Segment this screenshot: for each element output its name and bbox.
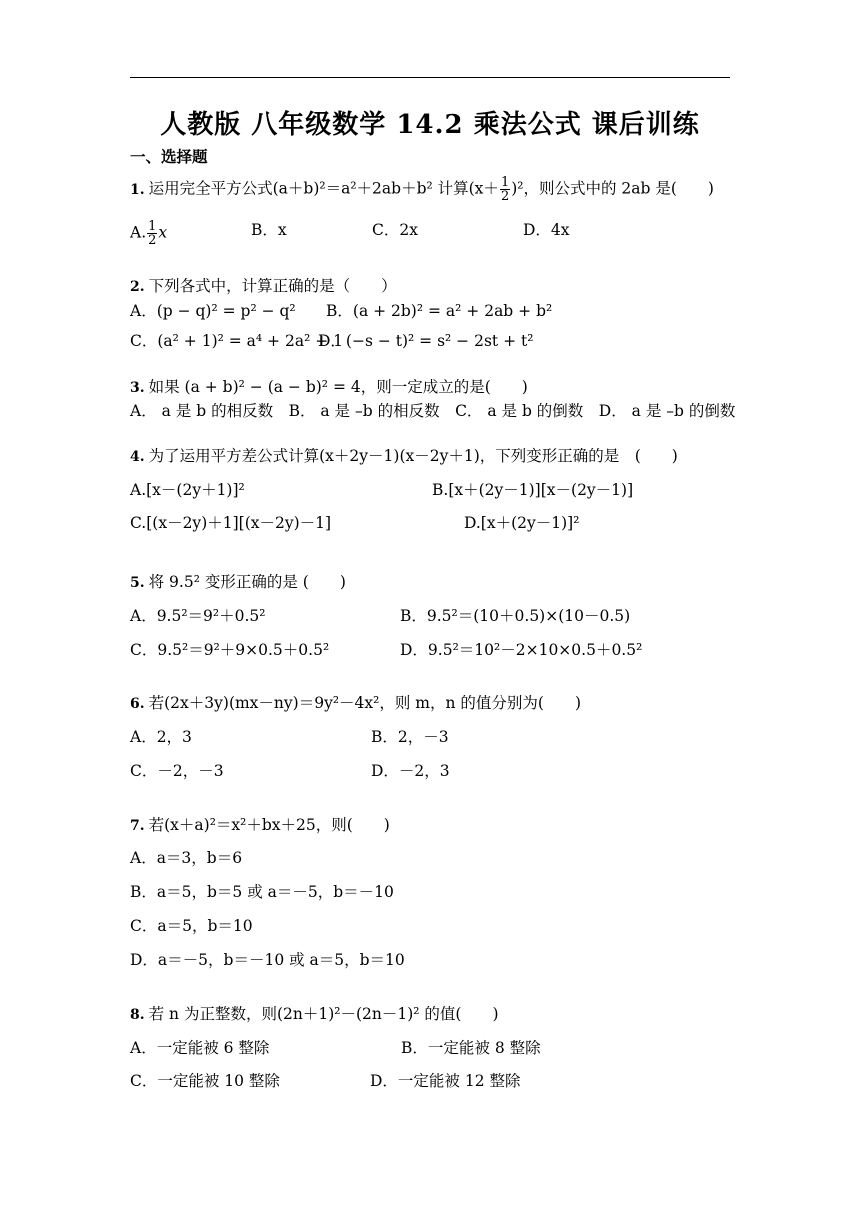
question-text: 若 n 为正整数，则(2n＋1)²－(2n－1)² 的值( ) (148, 1005, 499, 1023)
question-3-options: A． a 是 b 的相反数 B． a 是 –b 的相反数 C． a 是 b 的倒数 D． a 是 –b 的倒数 (130, 402, 736, 420)
fraction: $\frac{1}{2}$ (500, 175, 510, 204)
question-5-stem (130, 572, 346, 593)
question-7-option-a: A．a＝3，b＝6 (130, 849, 243, 867)
question-6-option-b: B．2，－3 (371, 728, 449, 746)
question-1-option-b: B．x (251, 221, 287, 239)
question-2-option-d: D．(−s − t)² = s² − 2st + t² (318, 332, 534, 350)
question-8-option-d: D．一定能被 12 整除 (370, 1072, 521, 1090)
question-2-option-c: C．(a² + 1)² = a⁴ + 2a² + 1 (130, 332, 343, 350)
question-5-option-a: A．9.5²＝9²＋0.5² (130, 607, 266, 625)
question-1-option-c: C．2x (372, 221, 418, 239)
question-number: 2. (130, 279, 145, 295)
question-1-stem (130, 176, 714, 203)
question-6-stem (130, 693, 581, 714)
question-4-option-d: D.[x＋(2y－1)]² (464, 514, 580, 532)
question-4-option-c: C.[(x－2y)＋1][(x－2y)－1] (130, 514, 332, 532)
question-2-stem (130, 276, 397, 297)
question-8-option-c: C．一定能被 10 整除 (130, 1072, 280, 1090)
header-rule (130, 77, 730, 78)
question-text: 运用完全平方公式(a＋b)²＝a²＋2ab＋b² 计算(x＋ (148, 179, 499, 198)
question-text: )²，则公式中的 2ab 是( ) (511, 179, 714, 198)
question-4-stem (130, 446, 678, 467)
question-7-option-b: B．a＝5，b＝5 或 a＝－5，b＝－10 (130, 883, 394, 901)
question-2-option-b: B．(a + 2b)² = a² + 2ab + b² (326, 302, 553, 320)
question-number: 6. (130, 696, 145, 712)
question-3-stem (130, 377, 528, 398)
question-6-option-a: A．2，3 (130, 728, 192, 746)
page-title: 人教版 八年级数学 14.2 乘法公式 课后训练 (160, 110, 700, 140)
question-number: 3. (130, 380, 145, 396)
question-1-option-a: A. $\frac{1}{2}$ x (130, 219, 168, 248)
question-8-option-a: A．一定能被 6 整除 (130, 1039, 270, 1057)
question-1-option-d: D．4x (523, 221, 570, 239)
question-text: 如果 (a + b)² − (a − b)² = 4，则一定成立的是( ) (148, 378, 528, 396)
question-number: 4. (130, 449, 145, 465)
question-5-option-d: D．9.5²＝10²－2×10×0.5＋0.5² (400, 641, 643, 659)
question-number: 5. (130, 575, 145, 591)
question-text: 将 9.5² 变形正确的是 ( ) (148, 573, 346, 591)
fraction: $\frac{1}{2}$ (148, 219, 157, 248)
question-5-option-c: C．9.5²＝9²＋9×0.5＋0.5² (130, 641, 330, 659)
question-8-option-b: B．一定能被 8 整除 (401, 1039, 541, 1057)
question-text: 若(x＋a)²＝x²＋bx＋25，则( ) (148, 816, 390, 834)
question-number: 7. (130, 818, 145, 834)
question-7-option-c: C．a＝5，b＝10 (130, 917, 253, 935)
question-7-option-d: D．a＝－5，b＝－10 或 a＝5，b＝10 (130, 951, 405, 969)
question-7-stem (130, 815, 390, 836)
question-number: 1. (130, 181, 145, 198)
question-4-option-a: A.[x－(2y＋1)]² (130, 481, 245, 499)
question-4-option-b: B.[x＋(2y－1)][x－(2y－1)] (432, 481, 634, 499)
section-heading: 一、选择题 (130, 147, 208, 166)
question-2-option-a: A．(p − q)² = p² − q² (130, 302, 296, 320)
question-6-option-c: C．－2，－3 (130, 762, 224, 780)
question-text: 下列各式中，计算正确的是（ ） (148, 277, 397, 295)
question-text: 若(2x＋3y)(mx－ny)＝9y²－4x²，则 m，n 的值分别为( ) (148, 694, 581, 712)
question-5-option-b: B．9.5²＝(10＋0.5)×(10－0.5) (400, 607, 631, 625)
question-text: 为了运用平方差公式计算(x＋2y－1)(x－2y＋1)，下列变形正确的是 ( ) (148, 447, 678, 465)
question-6-option-d: D．－2，3 (371, 762, 450, 780)
question-8-stem (130, 1004, 499, 1025)
question-number: 8. (130, 1007, 145, 1023)
